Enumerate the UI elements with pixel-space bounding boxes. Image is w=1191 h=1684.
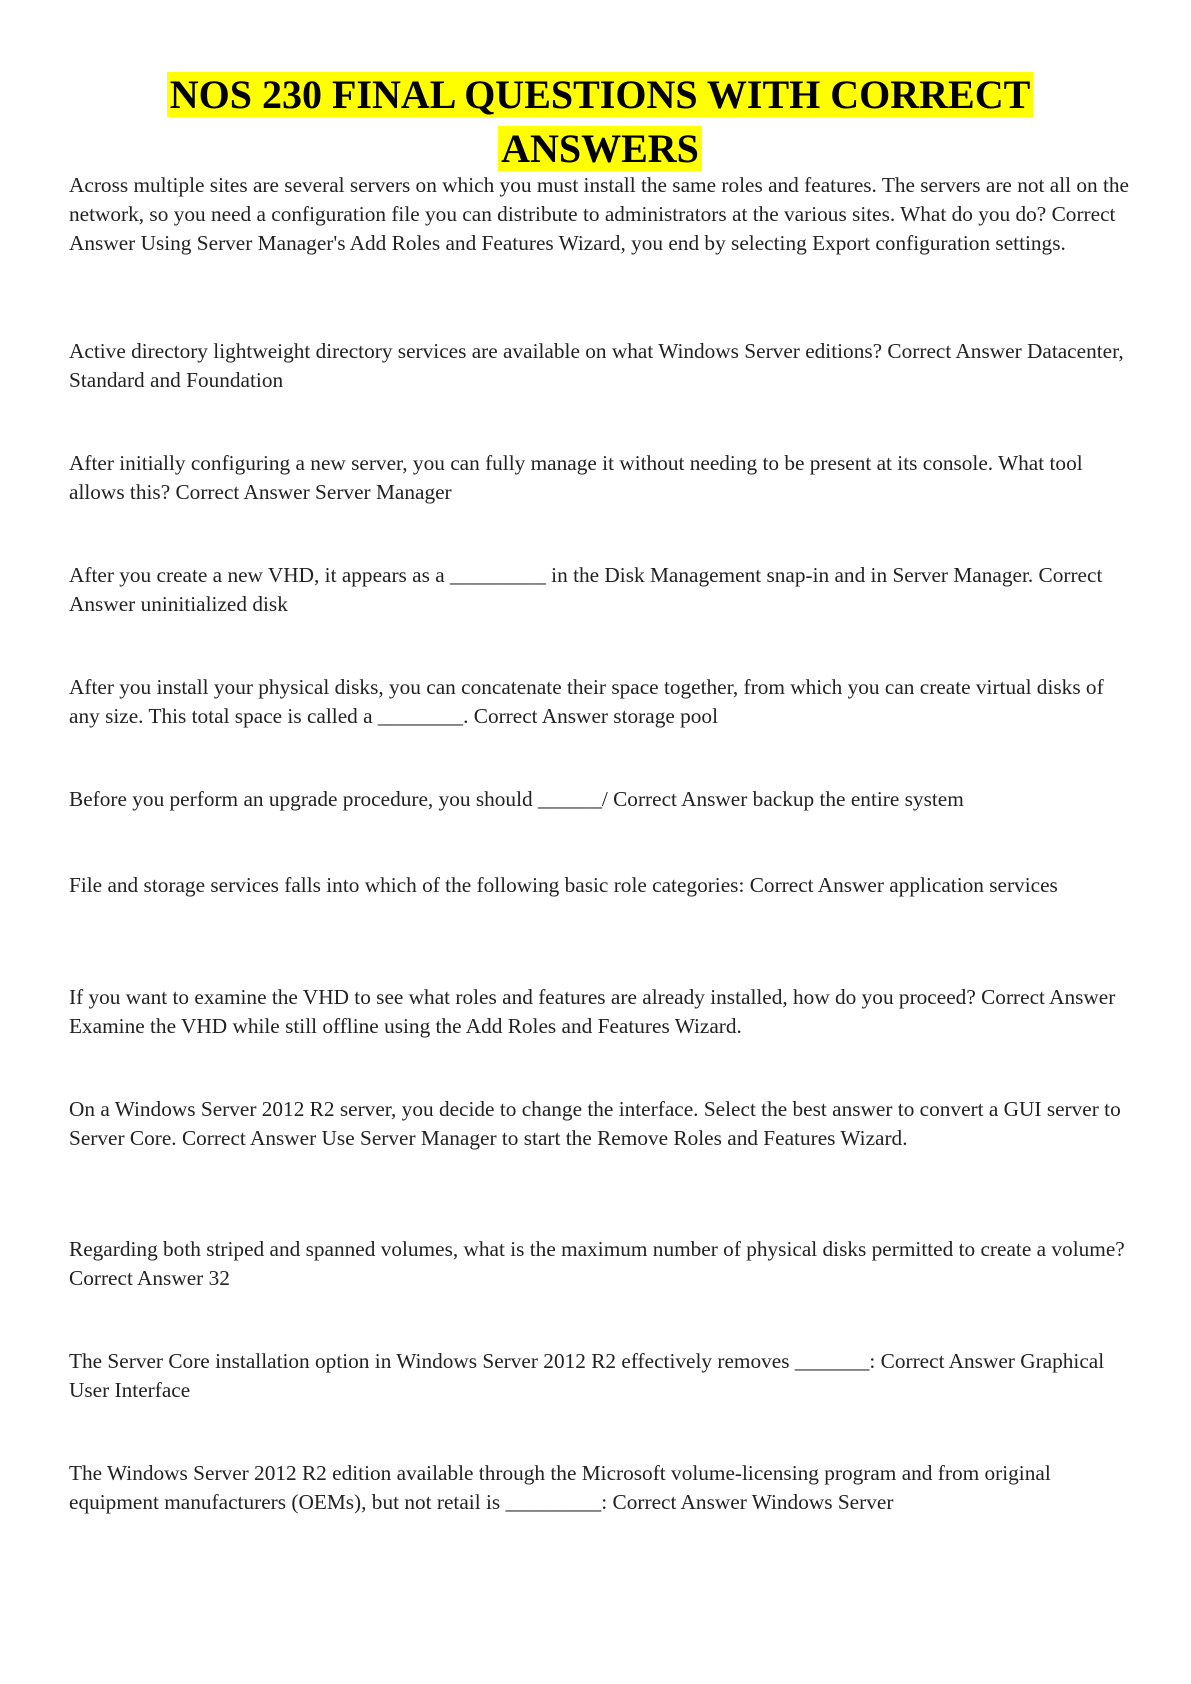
qa-item: Active directory lightweight directory services are available on what Windows Server editions? Correct Answer Datacenter, Standard and Foundation xyxy=(69,339,1124,392)
qa-item: Regarding both striped and spanned volumes, what is the maximum number of physical disks permitted to create a volume? Correct Answer 32 xyxy=(69,1237,1125,1290)
qa-item: Across multiple sites are several servers on which you must install the same roles and features. The servers are not all on the network, so you need a configuration file you can distribute to administrators at the various sites. What do you do? Correct Answer Using Server Manager's Add Roles and Features Wizard, you end by selecting Export configuration settings. xyxy=(69,173,1129,255)
qa-item: Before you perform an upgrade procedure, you should ______/ Correct Answer backup the entire system xyxy=(69,787,964,811)
qa-item: If you want to examine the VHD to see what roles and features are already installed, how do you proceed? Correct Answer Examine the VHD while still offline using the Add Roles and Features Wizard. xyxy=(69,985,1116,1038)
title-line-2: ANSWERS xyxy=(498,126,702,171)
document-title xyxy=(100,68,1100,176)
qa-item: The Server Core installation option in Windows Server 2012 R2 effectively removes _______: Correct Answer Graphical User Interface xyxy=(69,1349,1105,1402)
qa-item: On a Windows Server 2012 R2 server, you decide to change the interface. Select the best answer to convert a GUI server to Server Core. Correct Answer Use Server Manager to start the Remove Roles and Features Wizard. xyxy=(69,1097,1121,1150)
qa-item: After you create a new VHD, it appears as a _________ in the Disk Management snap-in and in Server Manager. Correct Answer uninitialized disk xyxy=(69,563,1103,616)
qa-item: After you install your physical disks, you can concatenate their space together, from which you can create virtual disks of any size. This total space is called a ________. Correct Answer storage pool xyxy=(69,675,1104,728)
qa-item: After initially configuring a new server, you can fully manage it without needing to be present at its console. What tool allows this? Correct Answer Server Manager xyxy=(69,451,1083,504)
qa-item: File and storage services falls into which of the following basic role categories: Correct Answer application services xyxy=(69,873,1058,897)
qa-item: The Windows Server 2012 R2 edition available through the Microsoft volume-licensing program and from original equipment manufacturers (OEMs), but not retail is _________: Correct Answer Windows Server xyxy=(69,1461,1051,1514)
title-line-1: NOS 230 FINAL QUESTIONS WITH CORRECT xyxy=(167,72,1034,117)
